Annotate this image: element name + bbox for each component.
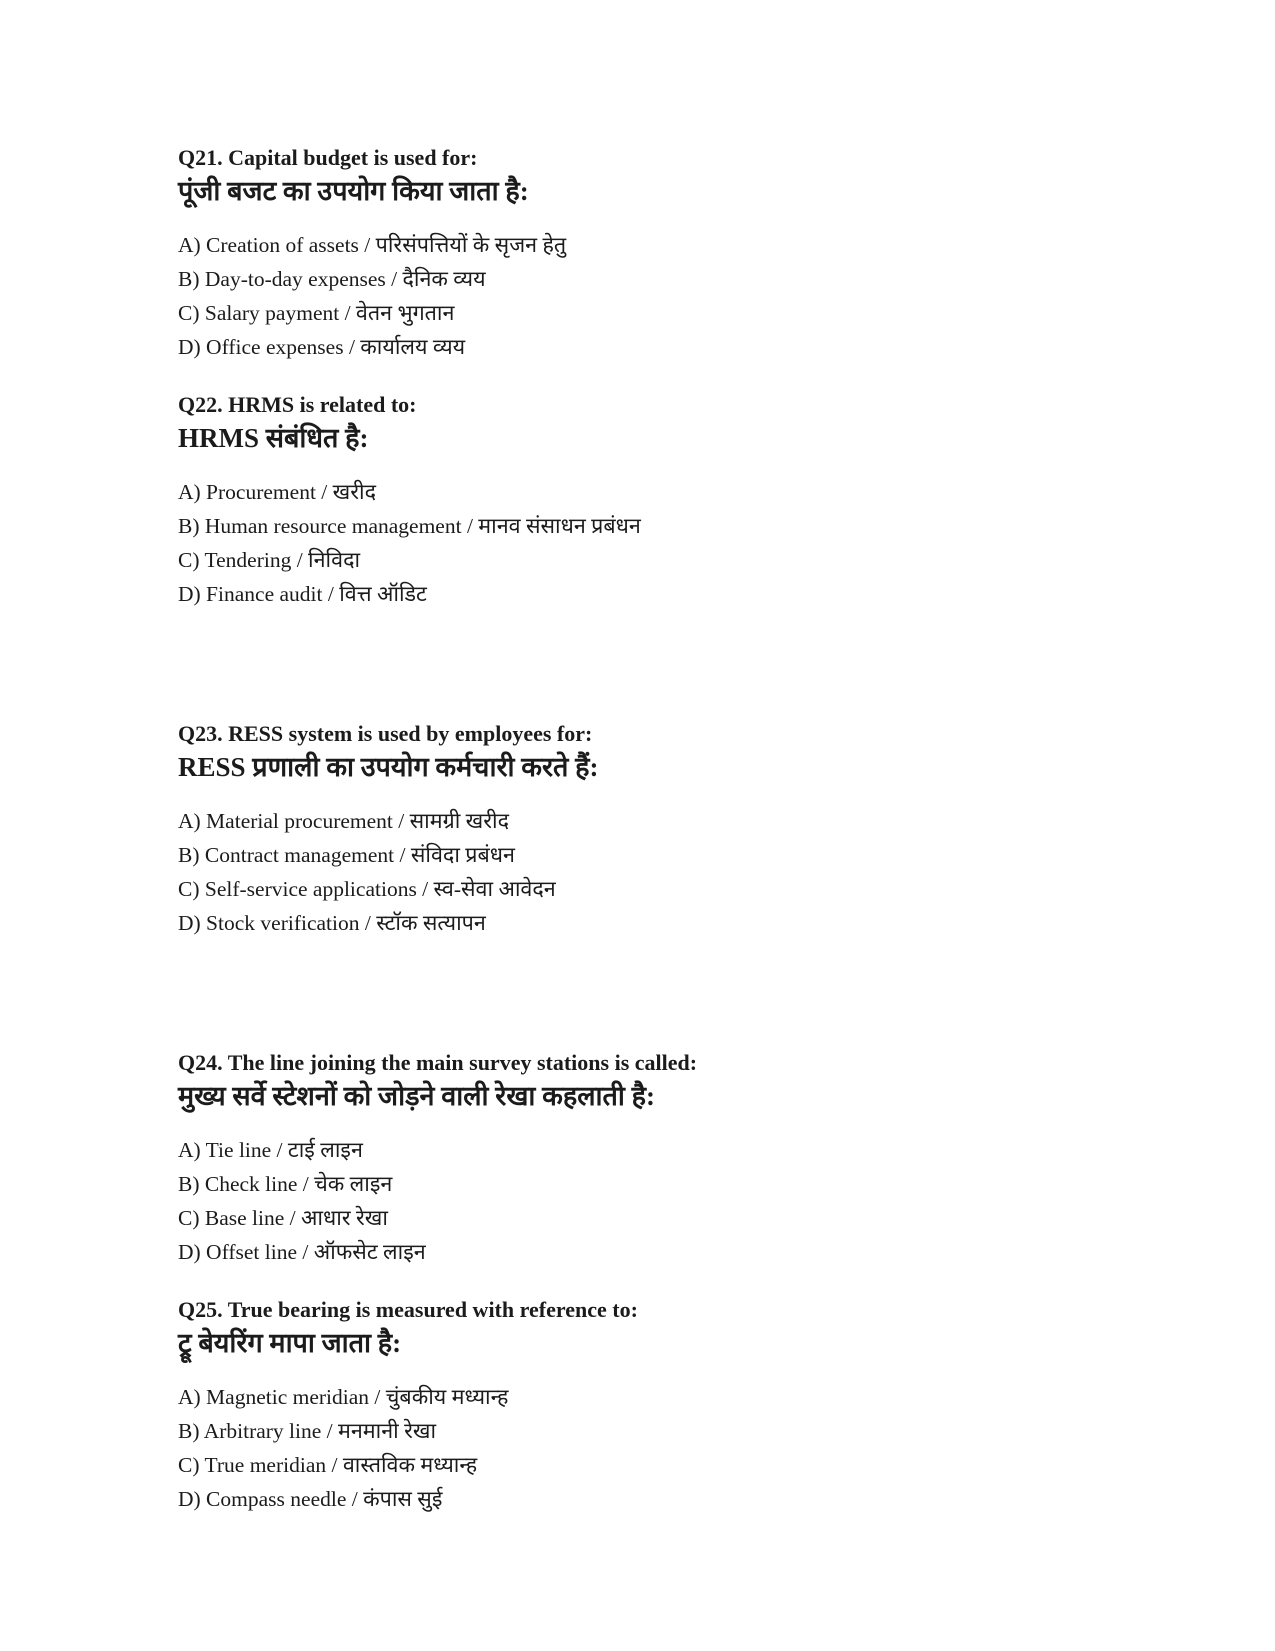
question-block-q21 bbox=[178, 143, 1155, 360]
question-block-q24 bbox=[178, 1048, 1155, 1265]
question-block-q25 bbox=[178, 1295, 1155, 1512]
question-heading-english: Q25. True bearing is measured with reference to: bbox=[178, 1297, 638, 1322]
question-heading-english: Q23. RESS system is used by employees for: bbox=[178, 721, 593, 746]
question-heading-hindi: मुख्य सर्वे स्टेशनों को जोड़ने वाली रेखा कहलाती है: bbox=[178, 1081, 656, 1111]
option-line-b: B) Day-to-day expenses / दैनिक व्यय bbox=[178, 267, 486, 291]
option-line-d: D) Finance audit / वित्त ऑडिट bbox=[178, 582, 427, 606]
option-line-b: B) Human resource management / मानव संसाधन प्रबंधन bbox=[178, 514, 641, 538]
question-heading-hindi: ट्रू बेयरिंग मापा जाता है: bbox=[178, 1328, 402, 1358]
question-heading-english: Q22. HRMS is related to: bbox=[178, 392, 417, 417]
option-line-b: B) Check line / चेक लाइन bbox=[178, 1172, 393, 1196]
option-line-a: A) Magnetic meridian / चुंबकीय मध्यान्ह bbox=[178, 1385, 509, 1409]
option-line-b: B) Contract management / संविदा प्रबंधन bbox=[178, 843, 515, 867]
question-heading-hindi: HRMS संबंधित है: bbox=[178, 423, 369, 453]
option-line-a: A) Material procurement / सामग्री खरीद bbox=[178, 809, 510, 833]
option-line-d: D) Stock verification / स्टॉक सत्यापन bbox=[178, 911, 486, 935]
option-line-a: A) Procurement / खरीद bbox=[178, 480, 377, 504]
question-heading-english: Q21. Capital budget is used for: bbox=[178, 145, 478, 170]
option-line-c: C) Tendering / निविदा bbox=[178, 548, 361, 572]
option-line-a: A) Creation of assets / परिसंपत्तियों के सृजन हेतु bbox=[178, 233, 567, 257]
options-list bbox=[178, 1385, 1155, 1512]
question-heading-hindi: RESS प्रणाली का उपयोग कर्मचारी करते हैं: bbox=[178, 752, 599, 782]
option-line-d: D) Compass needle / कंपास सुई bbox=[178, 1487, 443, 1511]
options-list bbox=[178, 233, 1155, 360]
question-heading-english: Q24. The line joining the main survey stations is called: bbox=[178, 1050, 698, 1075]
question-heading-hindi: पूंजी बजट का उपयोग किया जाता है: bbox=[178, 176, 529, 206]
option-line-c: C) True meridian / वास्तविक मध्यान्ह bbox=[178, 1453, 478, 1477]
option-line-d: D) Office expenses / कार्यालय व्यय bbox=[178, 335, 466, 359]
option-line-b: B) Arbitrary line / मनमानी रेखा bbox=[178, 1419, 437, 1443]
option-line-a: A) Tie line / टाई लाइन bbox=[178, 1138, 363, 1162]
option-line-c: C) Base line / आधार रेखा bbox=[178, 1206, 388, 1230]
question-block-q22 bbox=[178, 390, 1155, 607]
option-line-c: C) Self-service applications / स्व-सेवा आवेदन bbox=[178, 877, 556, 901]
options-list bbox=[178, 480, 1155, 607]
option-line-d: D) Offset line / ऑफसेट लाइन bbox=[178, 1240, 426, 1264]
options-list bbox=[178, 809, 1155, 936]
options-list bbox=[178, 1138, 1155, 1265]
option-line-c: C) Salary payment / वेतन भुगतान bbox=[178, 301, 455, 325]
question-block-q23 bbox=[178, 719, 1155, 936]
